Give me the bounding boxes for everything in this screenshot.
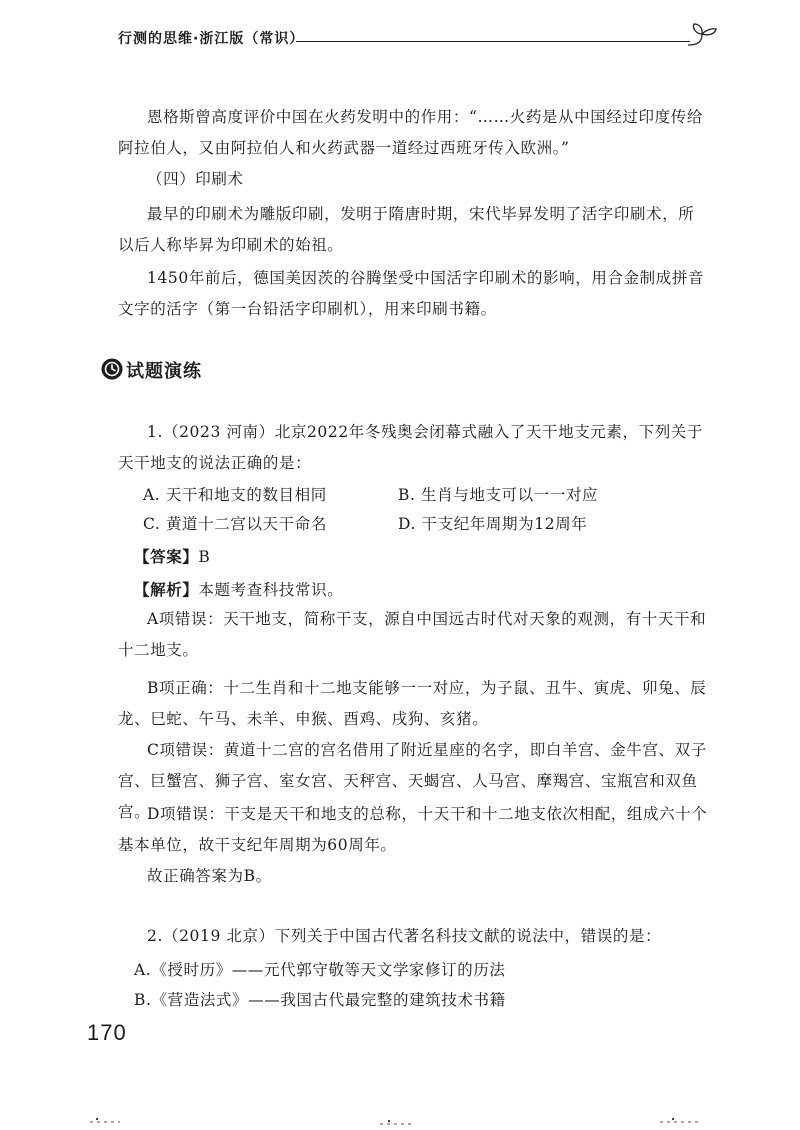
clock-icon [101,358,123,380]
analysis-label: 【解析】 [134,581,199,599]
explanation-c: C项错误：黄道十二宫的宫名借用了附近星座的名字，即白羊宫、金牛宫、双子宫、巨蟹宫、狮子宫、室女宫、天秤宫、天蝎宫、人马宫、摩羯宫、宝瓶宫和双鱼宫。 [118,741,707,821]
paragraph-printing-origin: 最早的印刷术为雕版印刷，发明于隋唐时期，宋代毕昇发明了活字印刷术，所以后人称毕昇为印刷术的始祖。 [118,205,695,254]
question-2-stem: 2.（2019 北京）下列关于中国古代著名科技文献的说法中，错误的是： [147,927,662,945]
sprout-icon [684,20,720,50]
answer-value: B [198,548,211,566]
explanation-b: B项正确：十二生肖和十二地支能够一一对应，为子鼠、丑牛、寅虎、卯兔、辰龙、巳蛇、午马、未羊、申猴、酉鸡、戌狗、亥猪。 [118,679,707,728]
explanation-a: A项错误：天干地支，简称干支，源自中国远古时代对天象的观测，有十天干和十二地支。 [118,610,707,659]
page-number: 170 [87,1020,127,1045]
subheading-printing: （四）印刷术 [147,170,244,188]
option-a: A. 天干和地支的数目相同 [143,486,327,504]
header-rule [296,41,690,42]
option-c: C. 黄道十二宫以天干命名 [143,515,327,533]
paragraph-gutenberg: 1450年前后，德国美因茨的谷腾堡受中国活字印刷术的影响，用合金制成拼音文字的活字（第一台铅活字印刷机），用来印刷书籍。 [118,269,705,318]
analysis-intro: 本题考查科技常识。 [198,581,344,599]
running-header [118,26,718,56]
option-d: D. 干支纪年周期为12周年 [398,515,588,533]
paragraph-gunpowder: 恩格斯曾高度评价中国在火药发明中的作用：“……火药是从中国经过印度传给阿拉伯人，又由阿拉伯人和火药武器一道经过西班牙传入欧洲。” [118,108,703,157]
section-title: 试题演练 [126,361,202,382]
question-2-option-a: A.《授时历》——元代郭守敬等天文学家修订的历法 [134,961,506,979]
option-b: B. 生肖与地支可以一一对应 [398,486,599,504]
question-1-stem: 1.（2023 河南）北京2022年冬残奥会闭幕式融入了天干地支元素，下列关于天干地支的说法正确的是： [118,423,704,472]
explanation-d: D项错误：干支是天干和地支的总称，十天干和十二地支依次相配，组成六十个基本单位，故干支纪年周期为60周年。 [118,805,708,854]
analysis-line [134,578,343,600]
question-2-option-b: B.《营造法式》——我国古代最完整的建筑技术书籍 [134,991,506,1009]
header-title: 行测的思维·浙江版（常识） [118,31,305,47]
scan-marks [0,1100,800,1130]
answer-label: 【答案】 [134,548,199,566]
answer-line [134,545,210,567]
conclusion: 故正确答案为B。 [147,867,272,885]
